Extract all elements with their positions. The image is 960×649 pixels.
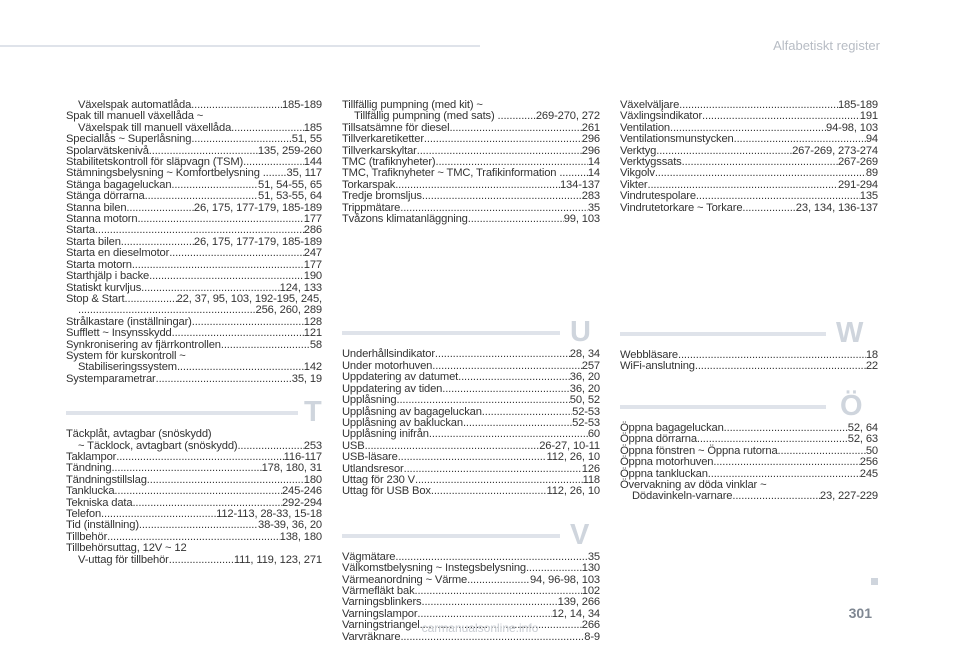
entry-text: Övervakning av döda vinklar ~	[620, 478, 767, 491]
entry-pages: 144	[303, 156, 322, 169]
section-header-u	[342, 305, 600, 349]
entry-pages: 256	[859, 456, 878, 469]
entry-text: Under motorhuven	[342, 359, 433, 372]
entry-pages: 185	[303, 121, 322, 134]
entry-text: TMC, Trafiknyheter ~ TMC, Trafikinformation ...	[342, 167, 569, 180]
leader-dots	[435, 349, 570, 360]
leader-dots	[417, 146, 582, 157]
entry-pages: 135	[859, 190, 878, 203]
entry-text: Uttag för USB Box	[342, 485, 431, 498]
entry-pages: 138, 180	[279, 530, 322, 543]
section-letter: U	[570, 316, 591, 349]
entry-pages: 245	[859, 467, 878, 480]
entry-text: Stänga dörrarna	[66, 190, 145, 203]
section-letter: Ö	[840, 389, 863, 422]
entry-text: Varvräknare	[342, 630, 401, 643]
entry-pages: 23, 134, 136-137	[795, 201, 878, 214]
entry-text: Starta	[66, 224, 95, 237]
entry-text: Tillsatsämne för diesel	[342, 121, 450, 134]
leader-dots	[221, 340, 310, 351]
entry-text: Uppdatering av datumet	[342, 371, 459, 384]
index-entry	[342, 372, 600, 383]
entry-pages: 261	[581, 121, 600, 134]
entry-text: Tanklucka	[66, 485, 115, 498]
entry-text: Öppna bagageluckan	[620, 421, 724, 434]
index-entry	[620, 434, 878, 445]
leader-dots	[778, 446, 866, 457]
leader-dots	[139, 520, 258, 531]
leader-dots	[404, 464, 582, 475]
entry-pages: 50	[865, 444, 878, 457]
leader-dots	[515, 111, 536, 122]
entry-text: Ventilationsmunstycken	[620, 133, 734, 146]
entry-text: V-uttag för tillbehör	[78, 553, 169, 566]
leader-dots	[156, 374, 292, 385]
index-entry	[342, 429, 600, 440]
leader-dots	[442, 384, 570, 395]
leader-dots	[149, 271, 304, 282]
leader-dots	[697, 434, 848, 445]
entry-text: Strålkastare (inställningar)	[66, 315, 192, 328]
index-entry	[620, 191, 878, 202]
entry-pages: 51, 55	[291, 133, 322, 146]
entry-text: Starta bilen	[66, 235, 121, 248]
spacer	[342, 225, 600, 305]
entry-text: Öppna dörrarna	[620, 433, 697, 446]
entry-text: Stop & Start	[66, 292, 125, 305]
index-entry	[620, 491, 878, 502]
section-letter: W	[836, 317, 864, 350]
entry-list	[342, 349, 600, 497]
entry-pages: 130	[581, 562, 600, 575]
section-letter: T	[304, 396, 322, 429]
leader-dots	[695, 361, 866, 372]
entry-text: Torkarspak	[342, 178, 396, 191]
entry-text: Starta motorn	[66, 258, 132, 271]
entry-text: Tändningstillslag	[66, 473, 147, 486]
index-column-3	[620, 100, 878, 503]
entry-pages: 102	[581, 584, 600, 597]
index-entry	[342, 452, 600, 463]
index-entry	[66, 429, 322, 440]
entry-text: Statiskt kurvljus	[66, 281, 142, 294]
section-divider	[342, 534, 560, 538]
index-entry	[66, 248, 322, 259]
entry-pages: 118	[582, 473, 600, 486]
section-header-v	[342, 508, 600, 552]
entry-text: Taklampor	[66, 450, 117, 463]
leader-dots	[696, 191, 860, 202]
entry-text: Täckplåt, avtagbar (snöskydd)	[66, 428, 212, 441]
entry-text: Vikter	[620, 178, 648, 191]
entry-pages: 267-269	[837, 156, 878, 169]
entry-text: Varningsblinkers	[342, 596, 422, 609]
index-entry	[620, 134, 878, 145]
entry-list	[66, 100, 322, 385]
entry-pages: 26, 175, 177-179, 185-189	[193, 201, 322, 214]
header-rule	[0, 45, 480, 47]
entry-text: Tillverkarskyltar	[342, 144, 417, 157]
entry-text: Tillfällig pumpning (med sats) ......	[354, 110, 516, 123]
entry-pages: 286	[303, 224, 322, 237]
entry-text: Uppdatering av tiden	[342, 382, 443, 395]
entry-text: Utlandsresor	[342, 462, 404, 475]
section-divider	[66, 411, 298, 415]
entry-pages: 112, 26, 10	[546, 451, 600, 464]
entry-text: USB	[342, 439, 365, 452]
leader-dots	[682, 157, 838, 168]
entry-pages: 14	[587, 156, 600, 169]
entry-list	[66, 429, 322, 566]
entry-pages: 180	[303, 473, 322, 486]
entry-pages: 58	[309, 338, 322, 351]
index-entry	[342, 395, 600, 406]
entry-text: Dödavinkeln-varnare	[632, 490, 733, 503]
leader-dots	[396, 395, 569, 406]
entry-text: System för kurskontroll ~	[66, 349, 186, 362]
entry-pages: 94	[865, 133, 878, 146]
index-entry	[342, 214, 600, 225]
entry-pages: 28, 34	[569, 348, 600, 361]
entry-text: Stanna motorn	[66, 213, 138, 226]
entry-pages: 253	[303, 439, 322, 452]
leader-dots	[145, 191, 258, 202]
section-header-w	[620, 306, 878, 350]
leader-dots	[655, 168, 866, 179]
entry-text: Tvåzons klimatanläggning	[342, 213, 468, 226]
entry-pages: 35	[587, 550, 600, 563]
entry-pages: 26-27, 10-11	[539, 439, 600, 452]
entry-text: Tillbehör	[66, 530, 108, 543]
index-entry	[342, 134, 600, 145]
leader-dots	[713, 457, 859, 468]
index-entry	[66, 328, 322, 339]
entry-pages: 22, 37, 95, 103, 192-195, 245,	[176, 292, 322, 305]
index-column-1	[66, 100, 322, 566]
entry-pages: 52-53	[572, 405, 600, 418]
leader-dots	[169, 248, 304, 259]
index-entry	[66, 374, 322, 385]
leader-dots	[482, 407, 572, 418]
entry-list	[342, 100, 600, 225]
entry-text: Vindrutetorkare ~ Torkare	[620, 201, 743, 214]
entry-pages: 23, 227-229	[819, 490, 878, 503]
entry-text: Starta en dieselmotor	[66, 247, 170, 260]
index-entry	[342, 486, 600, 497]
entry-text: Spolarvätskenivå	[66, 144, 149, 157]
entry-text: Varningslampor	[342, 607, 418, 620]
page-header-title: Alfabetiskt register	[773, 38, 880, 53]
leader-dots	[169, 555, 234, 566]
entry-text: Värmeanordning ~ Värme	[342, 573, 468, 586]
index-entry	[66, 191, 322, 202]
leader-dots	[526, 563, 582, 574]
entry-text: Spak till manuell växellåda ~	[66, 110, 204, 123]
entry-text: Speciallås ~ Superlåsning	[66, 133, 192, 146]
entry-pages: 51, 54-55, 65	[258, 178, 322, 191]
entry-text: Verktyg	[620, 144, 657, 157]
leader-dots	[679, 100, 838, 111]
leader-dots	[742, 203, 795, 214]
entry-pages: 50, 52	[569, 394, 600, 407]
entry-text: Öppna tankluckan	[620, 467, 708, 480]
index-entry	[620, 157, 878, 168]
entry-pages: 36, 20	[569, 382, 600, 395]
entry-pages: 128	[303, 315, 322, 328]
entry-text: Underhållsindikator	[342, 348, 435, 361]
section-header-o	[620, 379, 878, 423]
entry-pages: 18	[865, 349, 878, 362]
entry-pages: 269-270, 272	[535, 110, 600, 123]
leader-dots	[424, 134, 582, 145]
entry-pages: 121	[303, 327, 322, 340]
entry-text: Vikgolv	[620, 167, 655, 180]
entry-text: Uttag för 230 V	[342, 473, 415, 486]
entry-list	[620, 350, 878, 373]
entry-text: WiFi-anslutning	[620, 360, 695, 373]
entry-text: Tekniska data	[66, 496, 133, 509]
leader-dots	[132, 260, 304, 271]
entry-pages: 51, 53-55, 64	[258, 190, 322, 203]
entry-text: Tillfällig pumpning (med kit) ~	[342, 99, 483, 111]
leader-dots	[191, 100, 282, 111]
index-entry	[66, 305, 322, 316]
leader-dots	[191, 134, 291, 145]
entry-pages: 178, 180, 31	[261, 462, 322, 475]
entry-pages: 22	[865, 360, 878, 373]
leader-dots	[458, 372, 570, 383]
entry-pages: 247	[303, 247, 322, 260]
entry-text: Stämningsbelysning ~ Komfortbelysning ...	[66, 167, 272, 180]
entry-pages: 52, 64	[847, 421, 878, 434]
entry-list	[620, 100, 878, 214]
entry-pages: 111, 119, 123, 271	[233, 553, 322, 566]
entry-pages: 257	[581, 359, 600, 372]
entry-text: Växelspak till manuell växellåda	[78, 121, 232, 134]
entry-pages: 38-39, 36, 20	[258, 519, 322, 532]
leader-dots	[431, 486, 547, 497]
entry-pages: 191	[859, 110, 878, 123]
entry-pages: 139, 266	[557, 596, 600, 609]
index-entry	[66, 271, 322, 282]
entry-pages: 126	[581, 462, 600, 475]
entry-pages: 185-189	[281, 99, 322, 111]
entry-pages: 190	[303, 270, 322, 283]
leader-dots	[171, 180, 258, 191]
index-entry	[342, 191, 600, 202]
leader-dots	[678, 350, 866, 361]
entry-text: Starthjälp i backe	[66, 270, 150, 283]
entry-pages: 266	[581, 619, 600, 632]
page-number: 301	[848, 605, 872, 621]
index-entry	[620, 361, 878, 372]
index-entry	[66, 214, 322, 225]
section-header-t	[66, 385, 322, 429]
entry-text: Öppna motorhuven	[620, 456, 714, 469]
index-column-2	[342, 100, 600, 643]
leader-dots	[398, 452, 547, 463]
entry-pages: 26, 175, 177-179, 185-189	[193, 235, 322, 248]
entry-pages: 124, 133	[279, 281, 322, 294]
entry-pages: 94-98, 103	[826, 121, 878, 134]
entry-text: Stabilitetskontroll för släpvagn (TSM)	[66, 156, 244, 169]
entry-text: Tändning	[66, 462, 112, 475]
entry-text: Varningstriangel	[342, 619, 420, 632]
entry-pages: 177	[303, 258, 322, 271]
entry-pages: 177	[303, 213, 322, 226]
entry-pages: 52-53	[572, 416, 600, 429]
index-entry	[66, 555, 322, 566]
entry-text: Systemparametrar	[66, 372, 156, 385]
leader-dots	[449, 123, 581, 134]
entry-pages: 134-137	[559, 178, 600, 191]
entry-pages: 52, 63	[847, 433, 878, 446]
entry-text: Verktygssats	[620, 156, 682, 169]
leader-dots	[463, 418, 572, 429]
leader-dots	[417, 609, 551, 620]
entry-pages: 99, 103	[563, 213, 600, 226]
entry-text: Växelväljare	[620, 99, 680, 111]
entry-pages: 245-246	[281, 485, 322, 498]
index-entry	[342, 563, 600, 574]
entry-text: Stabiliseringssystem	[78, 361, 177, 374]
index-entry	[620, 203, 878, 214]
entry-text: Värmefläkt bak	[342, 584, 415, 597]
entry-text: Tid (inställning)	[66, 519, 139, 532]
leader-dots	[116, 452, 283, 463]
entry-pages: 8-9	[584, 630, 600, 643]
entry-pages: 12, 14, 34	[551, 607, 600, 620]
entry-text: Ventilation	[620, 121, 670, 134]
leader-dots	[137, 214, 303, 225]
leader-dots	[177, 362, 304, 373]
section-divider	[620, 332, 826, 336]
entry-text: Vindrutespolare	[620, 190, 696, 203]
entry-text: Tredje bromsljus	[342, 190, 422, 203]
entry-text: Upplåsning inifrån	[342, 428, 429, 441]
section-letter: V	[570, 518, 590, 551]
entry-pages: 296	[581, 133, 600, 146]
entry-pages: 35, 117	[286, 167, 322, 180]
leader-dots	[468, 214, 564, 225]
entry-text: Välkomstbelysning ~ Instegsbelysning	[342, 562, 526, 575]
entry-pages: 185-189	[837, 99, 878, 111]
entry-text: Synkronisering av fjärrkontrollen	[66, 338, 221, 351]
entry-text: Webbläsare	[620, 349, 678, 362]
spacer	[342, 498, 600, 508]
entry-text: Upplåsning av bagageluckan	[342, 405, 482, 418]
entry-text: Trippmätare	[342, 201, 401, 214]
entry-pages: 35	[587, 201, 600, 214]
entry-list	[620, 423, 878, 503]
entry-pages: 256, 260, 289	[255, 304, 322, 317]
entry-text: Sufflett ~ Insynsskydd	[66, 327, 172, 340]
entry-text: USB-läsare	[342, 451, 398, 464]
index-entry	[66, 543, 322, 554]
entry-pages: 267-269, 273-274	[792, 144, 878, 157]
leader-dots	[125, 294, 177, 305]
entry-pages: 292-294	[281, 496, 322, 509]
entry-text: Växelspak automatlåda	[78, 99, 192, 111]
entry-text: Växlingsindikator	[620, 110, 703, 123]
spacer	[620, 214, 878, 306]
page-marker	[871, 578, 878, 585]
section-divider	[620, 405, 826, 409]
leader-dots	[421, 597, 557, 608]
leader-dots	[192, 317, 304, 328]
entry-pages: 142	[303, 361, 322, 374]
leader-dots	[467, 575, 530, 586]
leader-dots	[422, 191, 582, 202]
entry-text: ~ Täcklock, avtagbart (snöskydd)	[78, 439, 238, 452]
entry-pages: 35, 19	[291, 372, 322, 385]
entry-text: Öppna fönstren ~ Öppna rutorna	[620, 444, 778, 457]
entry-text: Upplåsning av bakluckan	[342, 416, 463, 429]
leader-dots	[147, 475, 304, 486]
entry-pages: 112-113, 28-33, 15-18	[216, 508, 322, 520]
entry-text: Tillverkaretiketter	[342, 133, 424, 146]
leader-dots	[114, 486, 282, 497]
entry-pages: 94, 96-98, 103	[529, 573, 600, 586]
leader-dots	[732, 491, 820, 502]
leader-dots	[415, 586, 582, 597]
leader-dots	[172, 328, 304, 339]
index-entry	[66, 486, 322, 497]
entry-pages: 36, 20	[569, 371, 600, 384]
entry-text: Telefon	[66, 508, 102, 520]
entry-pages: 14	[587, 167, 600, 180]
index-entry	[620, 457, 878, 468]
entry-text: Stänga bagageluckan	[66, 178, 172, 191]
entry-pages: 89	[865, 167, 878, 180]
leader-dots	[429, 429, 588, 440]
entry-text: Vägmätare	[342, 550, 396, 563]
index-entry	[66, 134, 322, 145]
entry-text: Tillbehörsuttag, 12V ~ 12	[66, 542, 187, 555]
entry-text: TMC (trafiknyheter)	[342, 156, 436, 169]
entry-text: Upplåsning	[342, 394, 397, 407]
entry-pages: 60	[587, 428, 600, 441]
section-divider	[342, 331, 560, 335]
leader-dots	[78, 305, 256, 316]
entry-pages: 291-294	[837, 178, 878, 191]
leader-dots	[724, 423, 848, 434]
entry-pages: 116-117	[283, 450, 322, 463]
entry-pages: 283	[581, 190, 600, 203]
leader-dots	[734, 134, 866, 145]
watermark: carmanualsonline.info	[421, 621, 539, 635]
entry-pages: 135, 259-260	[257, 144, 322, 157]
entry-pages: 112, 26, 10	[546, 485, 600, 498]
entry-pages: 296	[581, 144, 600, 157]
entry-text: Stanna bilen	[66, 201, 127, 214]
